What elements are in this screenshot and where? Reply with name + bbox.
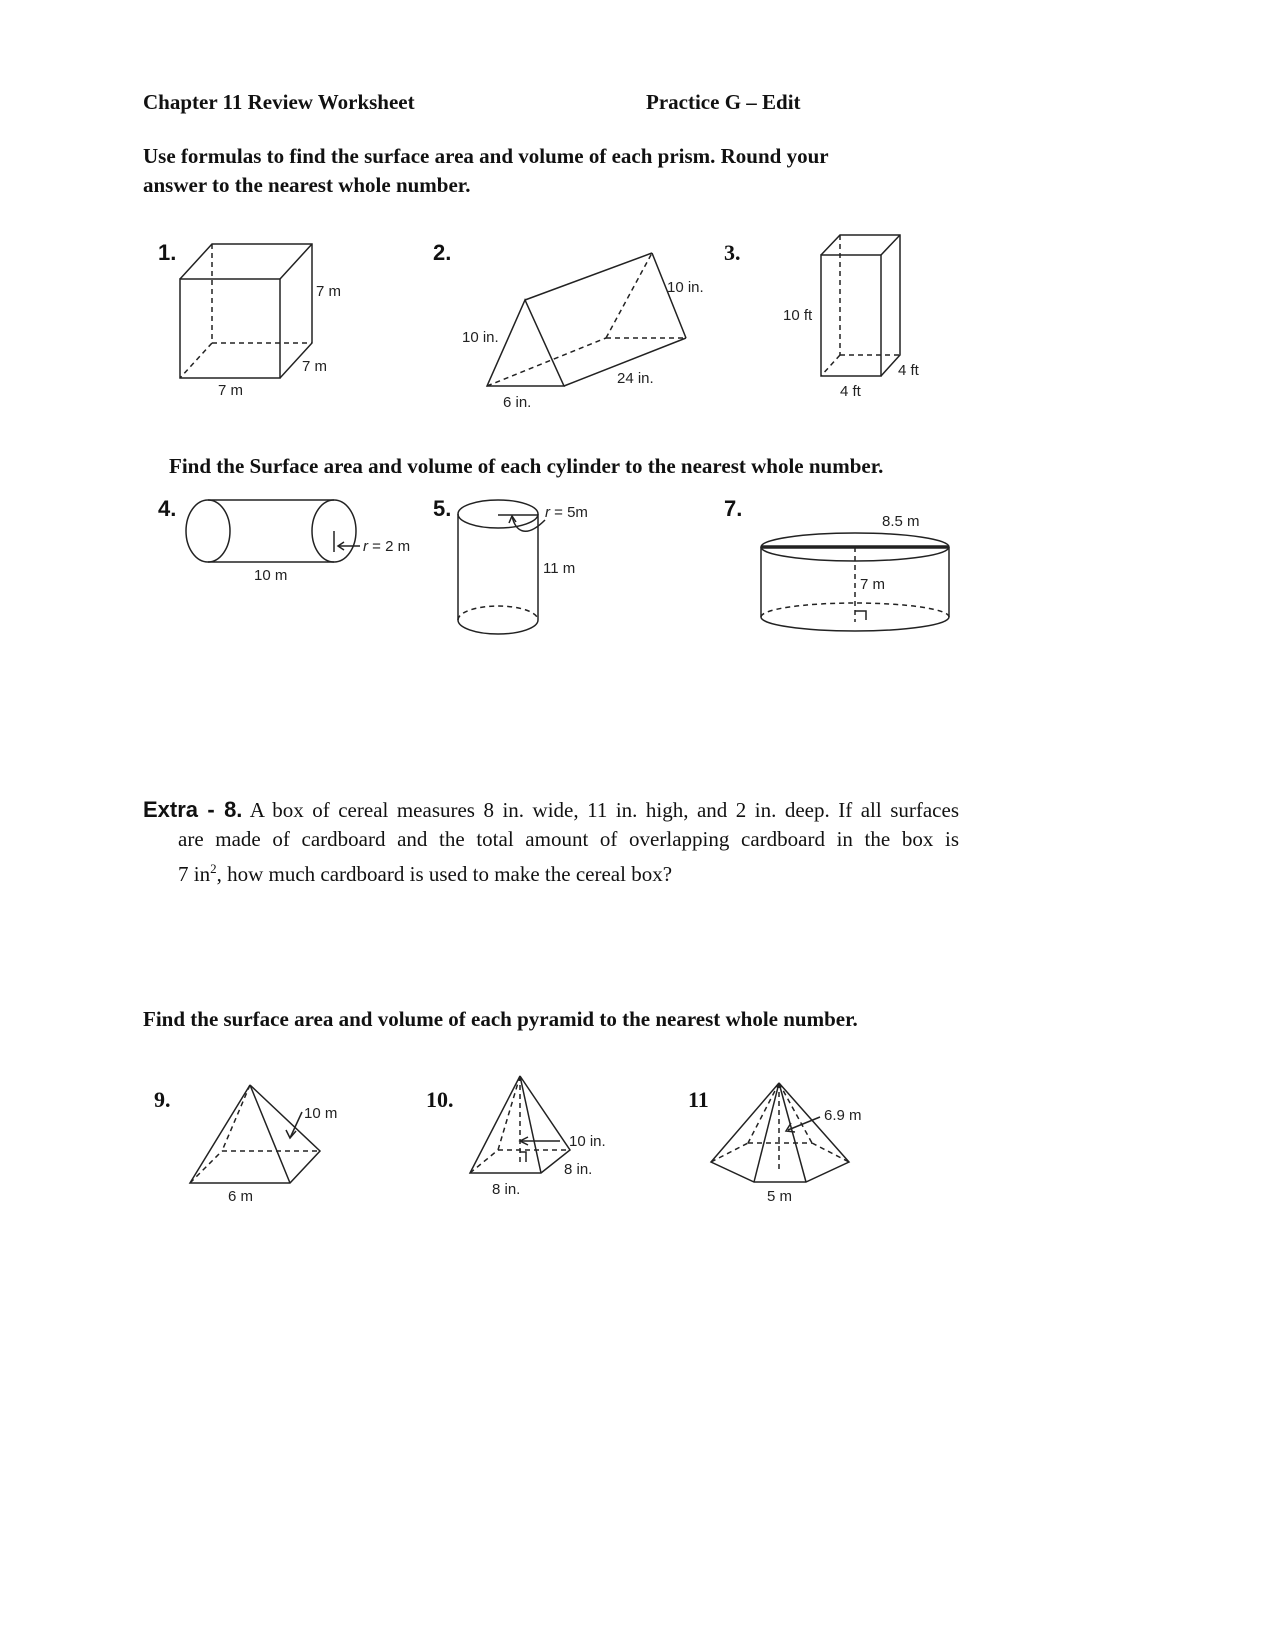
prism-instructions-line2: answer to the nearest whole number. <box>143 173 471 197</box>
triangular-prism-shape <box>487 253 686 386</box>
problem-4-cylinder-shape <box>186 500 360 562</box>
problem-1-width-label: 7 m <box>218 382 244 399</box>
problem-2-number: 2. <box>433 240 452 265</box>
problem-9-base-label: 6 m <box>228 1188 254 1205</box>
problem-1-number: 1. <box>158 240 177 265</box>
problem-5-radius-var: r <box>545 504 550 521</box>
problem-7-height-label: 7 m <box>860 576 886 593</box>
problem-3-depth-label: 4 ft <box>898 362 919 379</box>
problem-5-radius-label <box>545 504 588 521</box>
pyramid-instructions: Find the surface area and volume of each pyramid to the nearest whole number. <box>143 1007 858 1031</box>
problem-5-height-label: 11 m <box>543 560 576 577</box>
problem-5-number: 5. <box>433 496 452 521</box>
prism-instructions-line1: Use formulas to find the surface area and volume of each prism. Round your <box>143 144 829 168</box>
problem-4-radius-label <box>363 538 410 555</box>
extra-8-line1: A box of cereal measures 8 in. wide, 11 in. high, and 2 in. deep. If all surfaces <box>242 798 959 822</box>
problem-2-side-left-label: 10 in. <box>462 329 499 346</box>
problem-2-base-label: 6 in. <box>503 394 532 411</box>
worksheet-title: Chapter 11 Review Worksheet <box>143 90 415 114</box>
problem-3-number: 3. <box>724 240 741 265</box>
problem-7-cylinder-shape <box>761 533 949 631</box>
problem-1-depth-label: 7 m <box>302 358 328 375</box>
problem-3-width-label: 4 ft <box>840 383 861 400</box>
cube-shape <box>180 244 312 378</box>
problem-2-side-right-label: 10 in. <box>667 279 704 296</box>
extra-problem-8 <box>143 795 959 889</box>
rect-prism-shape <box>821 235 900 376</box>
problem-10-slant-label: 10 in. <box>569 1133 606 1150</box>
problem-2-length-label: 24 in. <box>617 370 654 387</box>
problem-11-number: 11 <box>688 1087 709 1112</box>
problem-10-pyramid-shape <box>470 1076 570 1173</box>
problem-11-base-label: 5 m <box>767 1188 793 1205</box>
prism-instructions <box>143 142 829 200</box>
problem-4-radius-var: r <box>363 538 368 555</box>
extra-8-line3-start: 7 in <box>178 862 211 886</box>
problem-11-slant-label: 6.9 m <box>824 1107 862 1124</box>
problem-9-slant-label: 10 m <box>304 1105 338 1122</box>
problem-5-radius-value: = 5m <box>550 504 588 521</box>
extra-8-line3-end: , how much cardboard is used to make the cereal box? <box>216 862 673 886</box>
problem-3-height-label: 10 ft <box>783 307 813 324</box>
problem-9-pyramid-shape <box>190 1085 320 1183</box>
practice-label: Practice G – Edit <box>646 90 801 114</box>
problem-11-pyramid-shape <box>711 1083 849 1182</box>
problem-5-cylinder-shape <box>458 500 545 634</box>
extra-8-line2: are made of cardboard and the total amount of overlapping cardboard in the box is <box>178 827 959 851</box>
problem-9-number: 9. <box>154 1087 171 1112</box>
problem-4-length-label: 10 m <box>254 567 288 584</box>
problem-10-side-label: 8 in. <box>564 1161 593 1178</box>
problem-10-number: 10. <box>426 1087 454 1112</box>
problem-1-height-label: 7 m <box>316 283 342 300</box>
problem-4-radius-value: = 2 m <box>368 538 411 555</box>
extra-8-label: Extra - 8. <box>143 797 243 822</box>
problem-4-number: 4. <box>158 496 177 521</box>
problem-7-diameter-label: 8.5 m <box>882 513 920 530</box>
problem-10-base-label: 8 in. <box>492 1181 521 1198</box>
cylinder-instructions: Find the Surface area and volume of each cylinder to the nearest whole number. <box>169 454 884 478</box>
problem-7-number: 7. <box>724 496 743 521</box>
extra-8-line3-sup: 2 <box>210 861 217 876</box>
